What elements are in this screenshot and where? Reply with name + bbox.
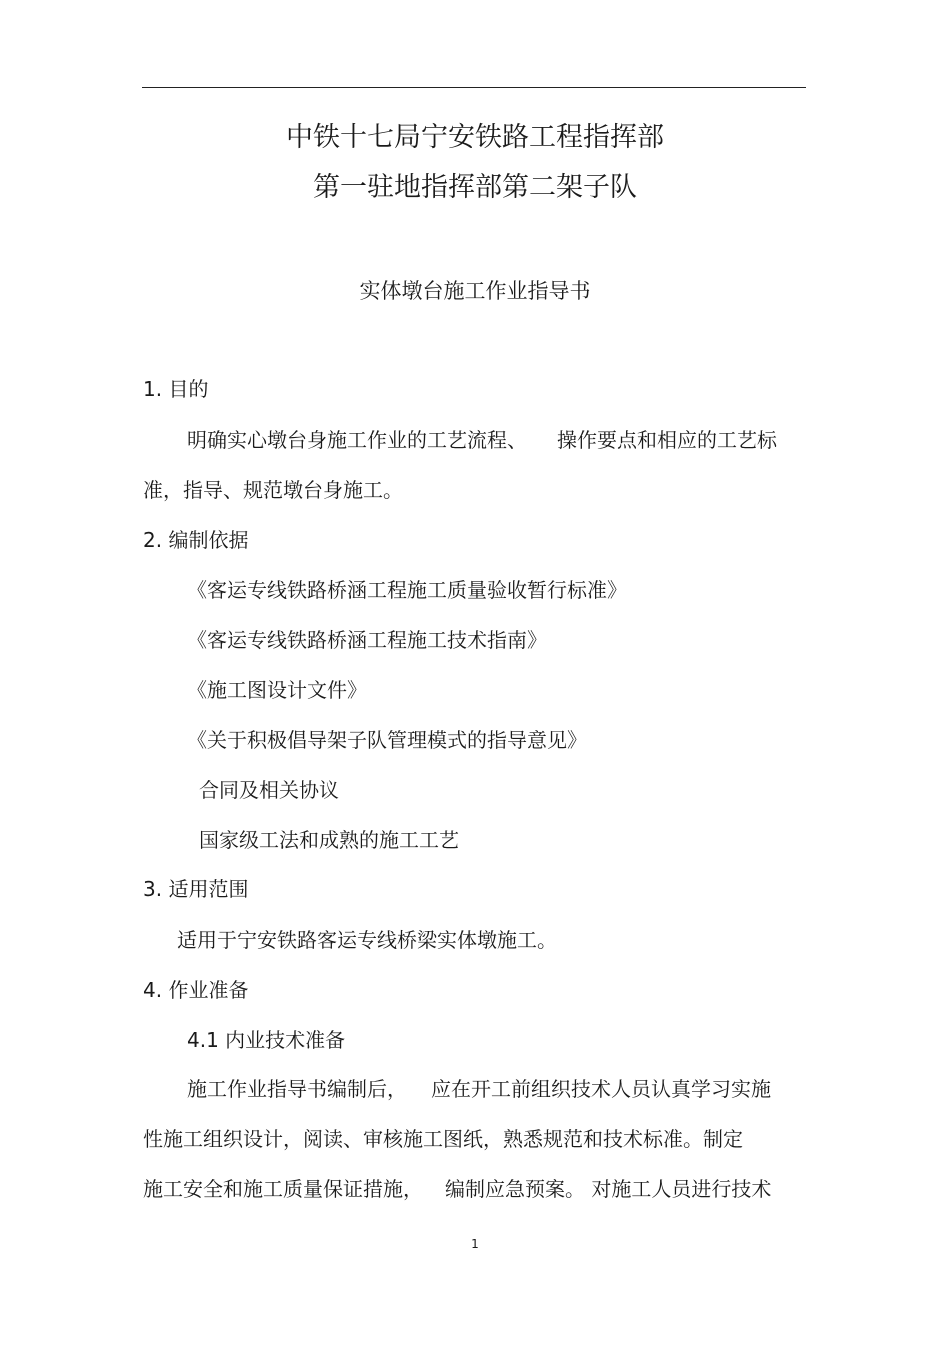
doc-subtitle: 实体墩台施工作业指导书 xyxy=(359,279,591,303)
reference-item: 合同及相关协议 xyxy=(199,778,339,802)
section-4-para-line2: 性施工组织设计，阅读、审核施工图纸，熟悉规范和技术标准。制定 xyxy=(143,1127,743,1151)
page-number: 1 xyxy=(471,1237,479,1251)
section-4-1-heading: 4.1 内业技术准备 xyxy=(187,1028,346,1052)
doc-title-line2: 第一驻地指挥部第二架子队 xyxy=(313,172,637,203)
section-4-para-line1 xyxy=(187,1077,771,1101)
section-3-heading: 3. 适用范围 xyxy=(143,877,249,901)
section-4-para-line1-part1: 施工作业指导书编制后， xyxy=(187,1077,407,1101)
doc-title-line1: 中铁十七局宁安铁路工程指挥部 xyxy=(286,122,664,153)
header-rule xyxy=(142,87,806,88)
reference-item: 《关于积极倡导架子队管理模式的指导意见》 xyxy=(187,728,587,752)
section-4-para-line1-part2: 应在开工前组织技术人员认真学习实施 xyxy=(431,1077,771,1101)
reference-item: 《施工图设计文件》 xyxy=(187,678,367,702)
reference-item: 《客运专线铁路桥涵工程施工质量验收暂行标准》 xyxy=(187,578,627,602)
section-4-para-line3-part2: 编制应急预案。 对施工人员进行技术 xyxy=(445,1177,772,1201)
section-1-para-line1-part2: 操作要点和相应的工艺标 xyxy=(557,428,777,452)
section-4-heading: 4. 作业准备 xyxy=(143,978,249,1002)
section-1-heading: 1. 目的 xyxy=(143,377,209,401)
section-1-para-line1 xyxy=(187,428,777,452)
section-1-para-line2: 准，指导、规范墩台身施工。 xyxy=(143,478,403,502)
section-3-para: 适用于宁安铁路客运专线桥梁实体墩施工。 xyxy=(177,928,557,952)
reference-item: 国家级工法和成熟的施工工艺 xyxy=(199,828,459,852)
reference-item: 《客运专线铁路桥涵工程施工技术指南》 xyxy=(187,628,547,652)
section-2-heading: 2. 编制依据 xyxy=(143,528,249,552)
section-4-para-line3 xyxy=(143,1177,771,1201)
section-4-para-line3-part1: 施工安全和施工质量保证措施， xyxy=(143,1177,423,1201)
section-1-para-line1-part1: 明确实心墩台身施工作业的工艺流程、 xyxy=(187,428,527,452)
